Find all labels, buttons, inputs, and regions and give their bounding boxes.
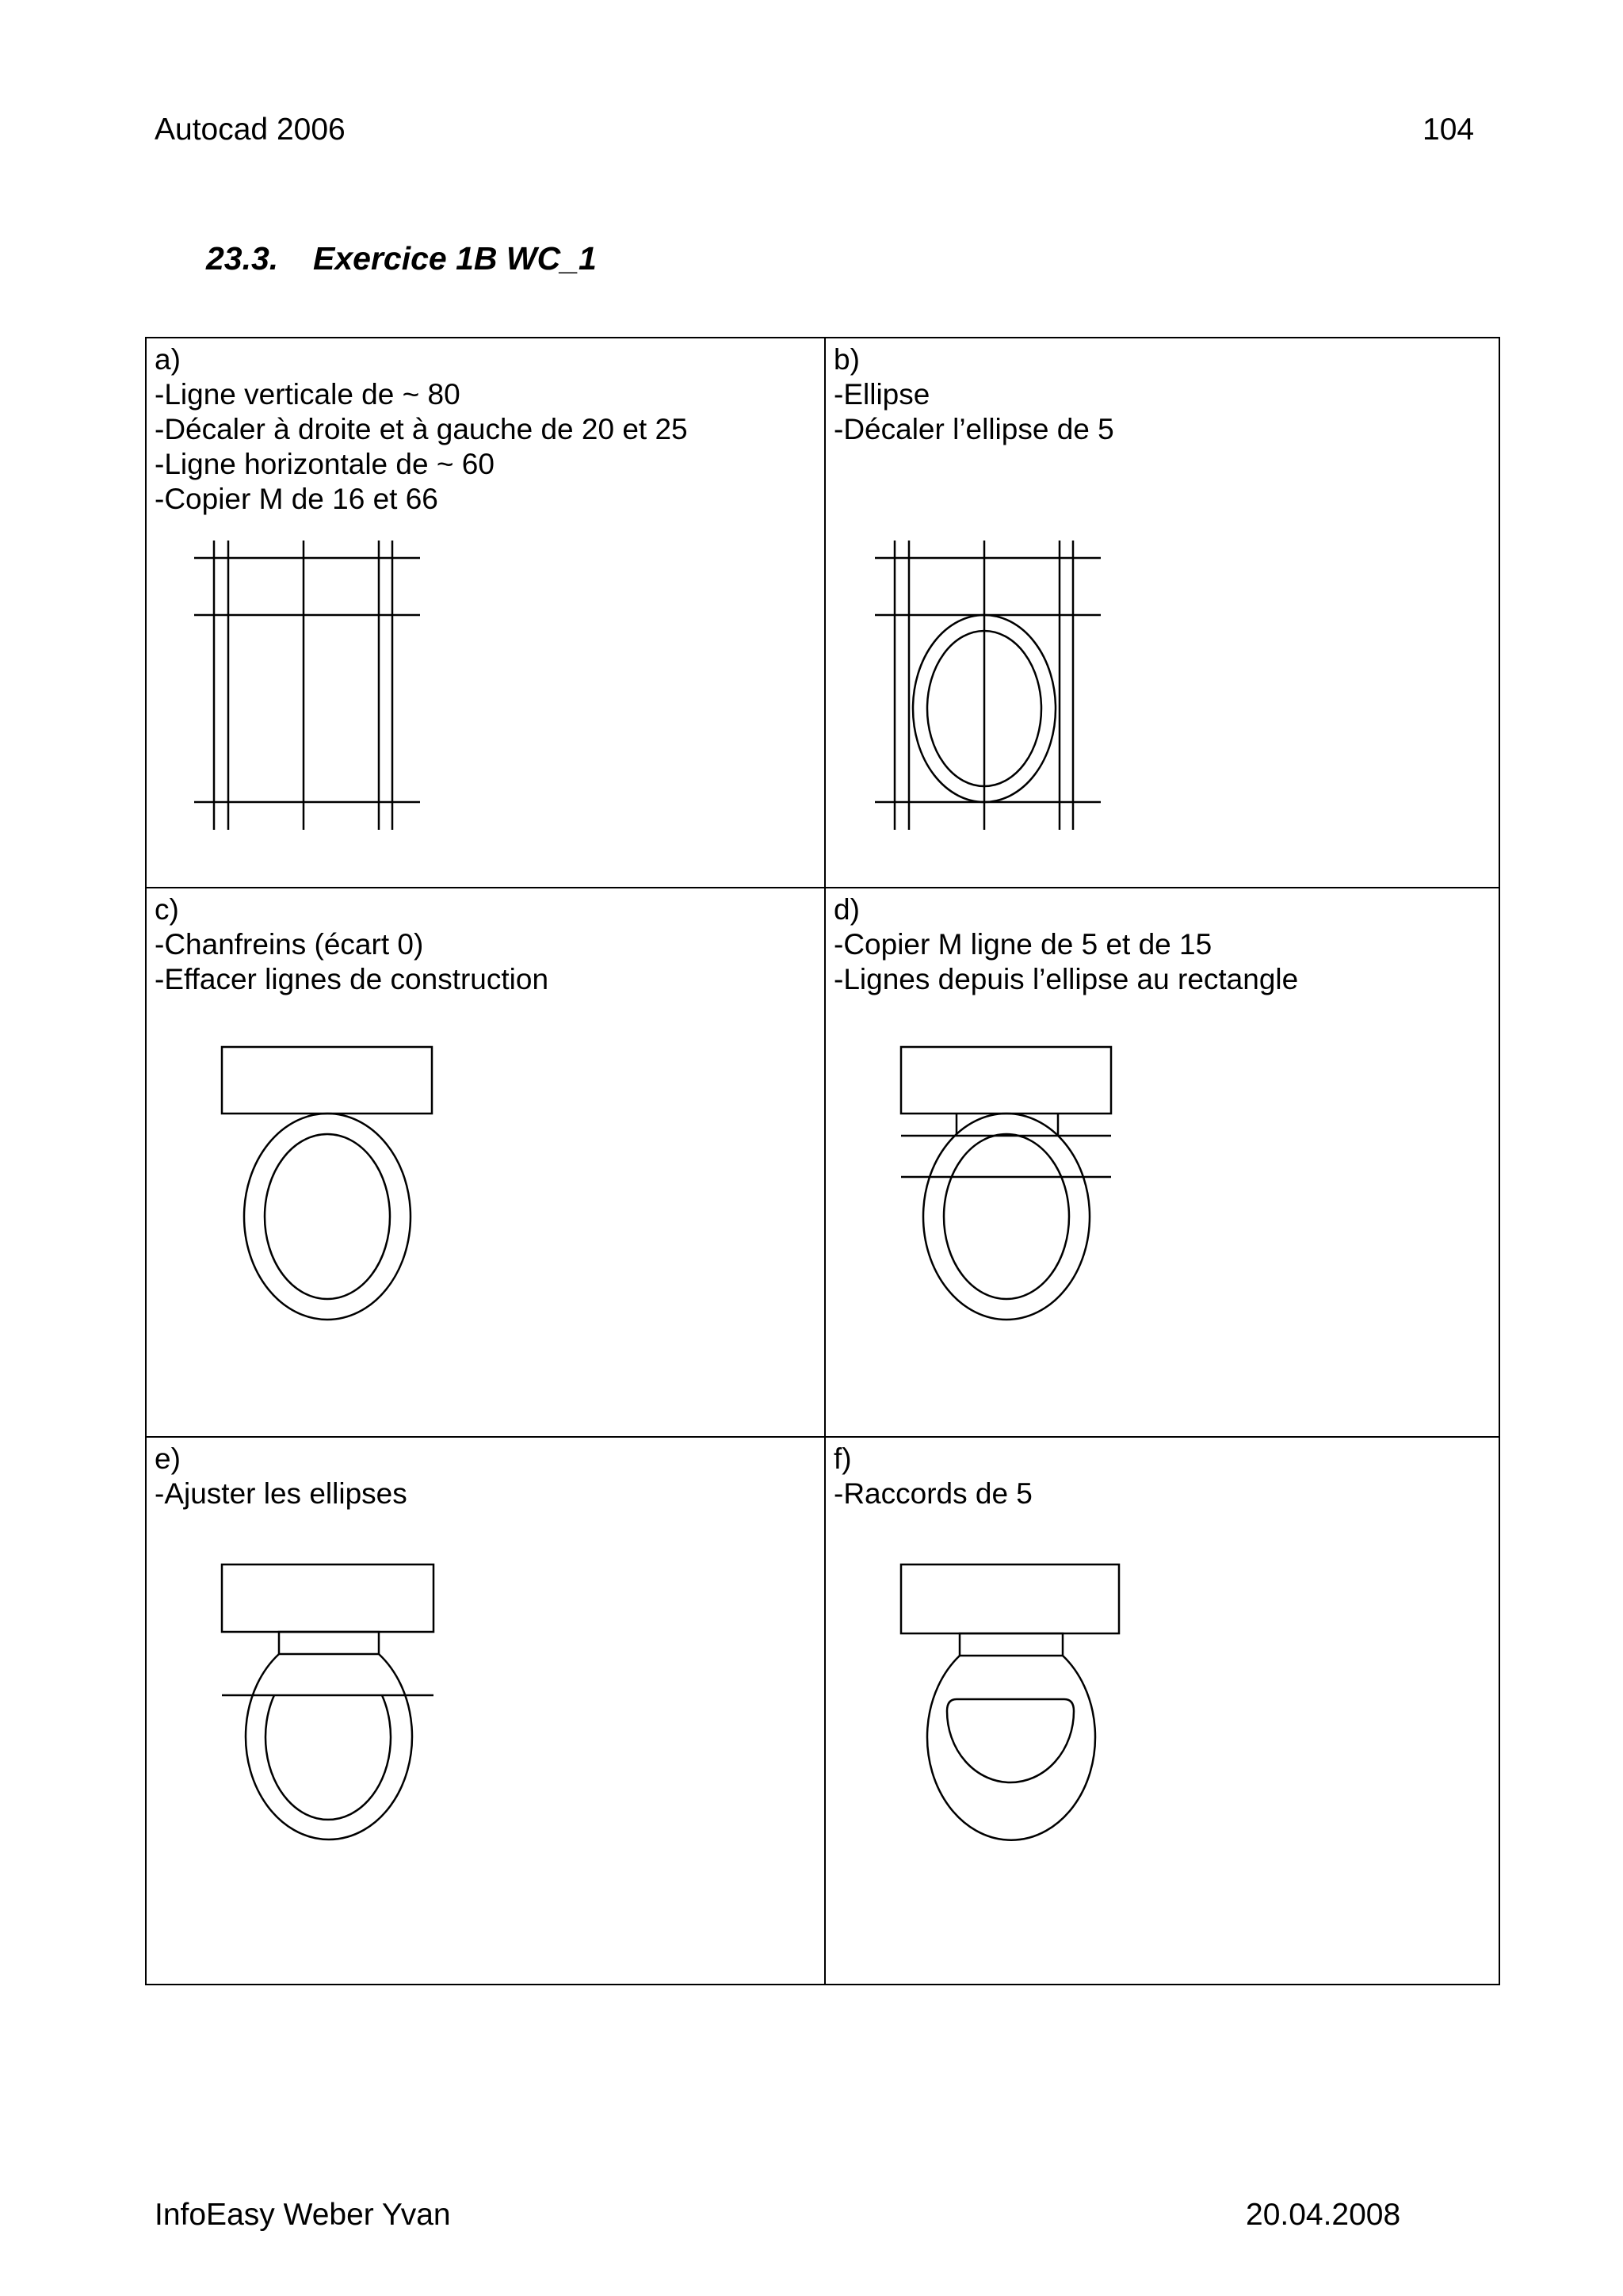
footer-date: 20.04.2008 [1246,2198,1401,2232]
cell-d-text [834,892,1298,997]
cell-e-line: e) [155,1442,181,1475]
cell-d-line: -Lignes depuis l’ellipse au rectangle [834,963,1299,995]
cell-c [147,888,824,1436]
section-title [206,240,597,277]
trim-ellipses-drawing [222,1564,460,1881]
cell-c-line: -Chanfreins (écart 0) [155,928,424,961]
cell-a-line: -Ligne horizontale de ~ 60 [155,448,495,480]
cell-d [826,888,1502,1436]
cell-b-line: -Décaler l’ellipse de 5 [834,413,1114,445]
copy-lines-drawing [901,1047,1139,1364]
cell-e-line: -Ajuster les ellipses [155,1477,407,1510]
cell-b-text [834,342,1114,447]
cell-b-line: -Ellipse [834,378,930,411]
cell-b [826,338,1502,887]
section-number: 23.3. [206,240,279,277]
cell-f-line: -Raccords de 5 [834,1477,1033,1510]
cell-c-line: c) [155,893,179,926]
cell-a-line: a) [155,343,181,376]
cell-d-line: -Copier M ligne de 5 et de 15 [834,928,1212,961]
cell-d-line: d) [834,893,860,926]
page-number: 104 [1423,113,1475,147]
cell-b-line: b) [834,343,860,376]
construction-lines-drawing [194,541,432,858]
section-heading: Exercice 1B WC_1 [313,240,597,277]
chamfer-drawing [222,1047,460,1364]
cell-f-line: f) [834,1442,852,1475]
cell-a-line: -Ligne verticale de ~ 80 [155,378,460,411]
cell-a-line: -Copier M de 16 et 66 [155,483,438,515]
cell-f-text [834,1442,1033,1511]
cell-a-line: -Décaler à droite et à gauche de 20 et 25 [155,413,688,445]
cell-e-text [155,1442,407,1511]
cell-c-text [155,892,548,997]
cell-c-line: -Effacer lignes de construction [155,963,549,995]
ellipse-drawing [875,541,1113,858]
fillets-drawing [901,1564,1139,1881]
cell-a [147,338,824,887]
header-left: Autocad 2006 [155,113,346,147]
exercise-table [145,337,1500,1985]
footer-left: InfoEasy Weber Yvan [155,2198,451,2232]
cell-e [147,1438,824,1985]
cell-f [826,1438,1502,1985]
cell-a-text [155,342,688,517]
